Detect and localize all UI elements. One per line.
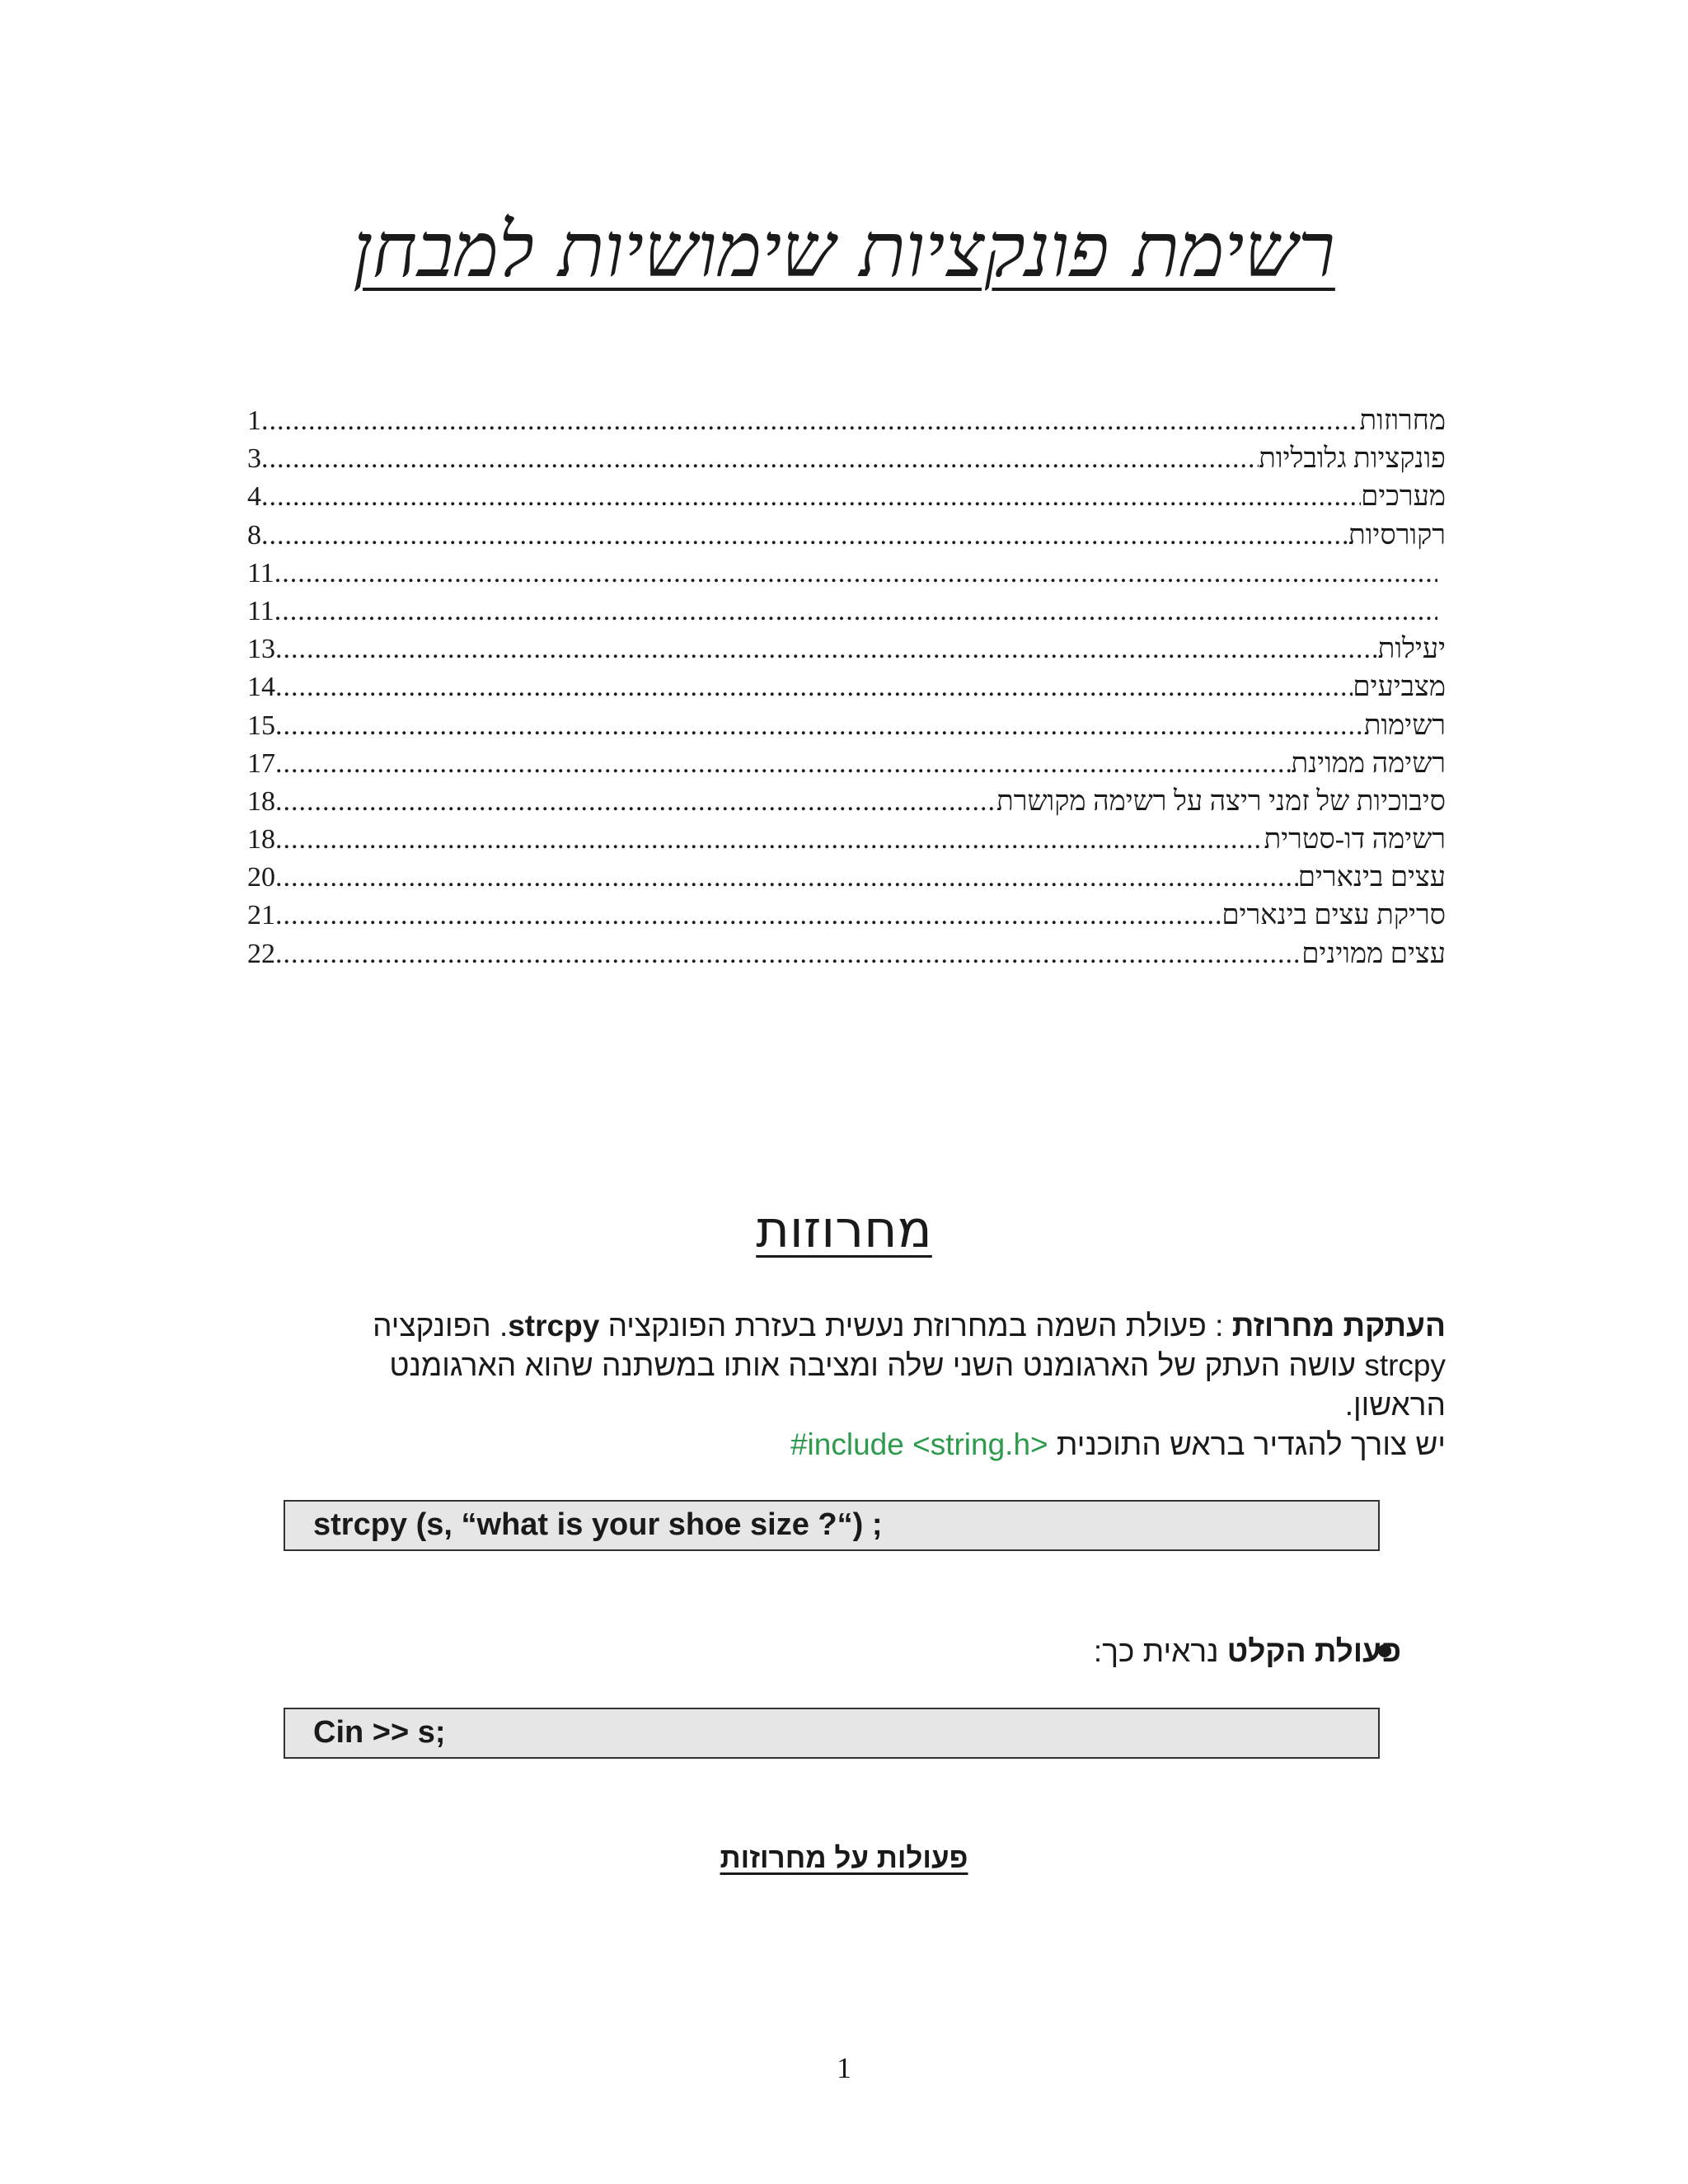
code-block-cin: Cin >> s; [284,1708,1380,1759]
description-text: : פעולת השמה במחרוזת נעשית בעזרת הפונקציה [599,1309,1232,1343]
toc-row[interactable] [247,859,1446,897]
toc-entry-label: רשימה דו-סטרית [1264,824,1446,855]
toc-page-number: 20 [247,862,275,893]
toc-row[interactable] [247,402,1446,440]
toc-row[interactable] [247,707,1446,745]
toc-dot-leader [275,707,1364,745]
toc-entry-label: מערכים [1361,481,1446,513]
page-number: 1 [837,2051,851,2084]
toc-dot-leader [275,821,1264,859]
include-directive: #include <string.h> [790,1427,1048,1461]
toc-page-number: 17 [247,748,275,779]
toc-row[interactable] [247,668,1446,706]
toc-page-number: 11 [247,557,274,588]
include-instruction: יש צורך להגדיר בראש התוכנית [1048,1427,1446,1461]
toc-row[interactable] [247,593,1446,630]
table-of-contents [247,402,1446,973]
toc-dot-leader [275,897,1221,935]
toc-dot-leader [274,593,1437,630]
bullet-bold-text: פעולת הקלט [1226,1634,1401,1668]
toc-entry-label: פונקציות גלובליות [1259,443,1446,475]
toc-entry-label: יעילות [1377,634,1446,665]
toc-entry-label: רשימות [1363,710,1446,741]
toc-row[interactable] [247,897,1446,935]
toc-entry-label: מחרוזות [1359,405,1446,436]
bullet-input-operation [907,1630,1401,1673]
toc-page-number: 13 [247,634,275,665]
toc-row[interactable] [247,555,1446,593]
document-title: רשימת פונקציות שימושיות למבחן [353,206,1335,294]
toc-dot-leader [261,440,1259,478]
toc-row[interactable] [247,935,1446,973]
toc-row[interactable] [247,517,1446,555]
toc-page-number: 22 [247,938,275,969]
toc-dot-leader [275,630,1378,668]
toc-page-number: 14 [247,672,275,703]
toc-row[interactable] [247,440,1446,478]
toc-dot-leader [275,783,996,821]
toc-page-number: 18 [247,824,275,855]
section-title: מחרוזות [756,1199,932,1259]
toc-dot-leader [261,517,1348,555]
toc-row[interactable] [247,478,1446,516]
toc-dot-leader [261,402,1359,440]
toc-page-number: 11 [247,595,274,626]
toc-entry-label: סריקת עצים בינארים [1221,900,1446,931]
function-name: strcpy [508,1309,600,1343]
toc-page-number: 4 [247,481,261,513]
description-text: . הפונקציה strcpy עושה העתק של הארגומנט השני שלה ומציבה אותו במשתנה שהוא הארגומנט הראשון. [373,1309,1446,1422]
bullet-text: נראית כך: [1093,1634,1227,1668]
toc-page-number: 15 [247,710,275,741]
toc-entry-label: סיבוכיות של זמני ריצה על רשימה מקושרת [996,785,1446,817]
toc-row[interactable] [247,821,1446,859]
toc-entry-label: מצביעים [1353,672,1446,703]
toc-page-number: 8 [247,519,261,551]
toc-page-number: 21 [247,900,275,931]
sub-heading: פעולות על מחרוזות [720,1842,968,1874]
toc-dot-leader [275,935,1301,973]
toc-dot-leader [275,745,1291,783]
toc-row[interactable] [247,745,1446,783]
toc-dot-leader [275,859,1298,897]
toc-row[interactable] [247,783,1446,821]
toc-entry-label: עצים בינארים [1297,862,1446,893]
strcpy-description [338,1306,1446,1465]
toc-dot-leader [274,555,1437,593]
toc-page-number: 3 [247,443,261,475]
toc-dot-leader [275,668,1353,706]
toc-entry-label: רשימה ממוינת [1291,748,1446,779]
toc-dot-leader [261,478,1361,516]
toc-page-number: 1 [247,405,261,436]
toc-row[interactable] [247,630,1446,668]
toc-entry-label: רקורסיות [1348,519,1446,551]
toc-entry-label: עצים ממוינים [1301,938,1446,969]
toc-page-number: 18 [247,785,275,817]
term-label: העתקת מחרוזת [1231,1309,1446,1343]
code-block-strcpy: strcpy (s, “what is your shoe size ?“) ; [284,1500,1380,1551]
